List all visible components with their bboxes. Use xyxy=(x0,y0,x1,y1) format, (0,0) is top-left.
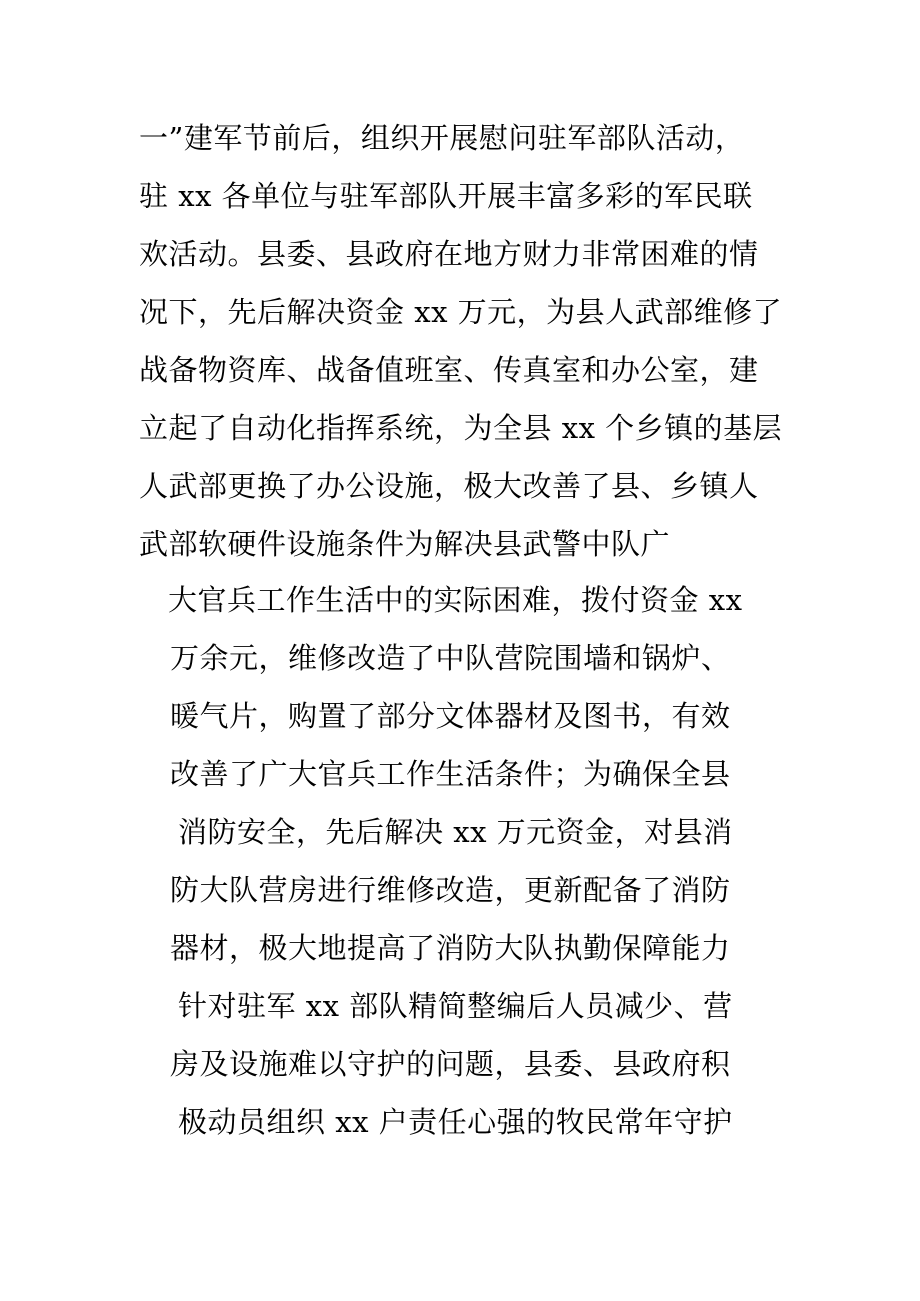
text-line: 万余元，维修改造了中队营院围墙和锅炉、 xyxy=(170,641,731,675)
text-line: 欢活动。县委、县政府在地方财力非常困难的情 xyxy=(139,237,759,271)
text-line: 大官兵工作生活中的实际困难，拨付资金 xx xyxy=(168,583,743,617)
text-line: 针对驻军 xx 部队精简整编后人员减少、营 xyxy=(178,989,733,1023)
text-line: 况下，先后解决资金 xx 万元，为县人武部维修了 xyxy=(139,295,783,329)
text-line: 一”建军节前后，组织开展慰问驻军部队活动， xyxy=(139,121,745,155)
text-line: 战备物资库、战备值班室、传真室和办公室，建 xyxy=(139,353,759,387)
text-line: 驻 xx 各单位与驻军部队开展丰富多彩的军民联 xyxy=(139,179,753,213)
text-line: 房及设施难以守护的问题，县委、县政府积 xyxy=(170,1047,731,1081)
text-line: 人武部更换了办公设施，极大改善了县、乡镇人 xyxy=(139,469,759,503)
text-line: 立起了自动化指挥系统，为全县 xx 个乡镇的基层 xyxy=(139,411,783,445)
text-line: 改善了广大官兵工作生活条件；为确保全县 xyxy=(170,757,731,791)
text-line: 消防安全，先后解决 xx 万元资金，对县消 xyxy=(178,815,733,849)
text-line: 防大队营房进行维修改造，更新配备了消防 xyxy=(170,873,731,907)
text-line: 器材，极大地提高了消防大队执勤保障能力 xyxy=(170,931,731,965)
text-line: 暖气片，购置了部分文体器材及图书，有效 xyxy=(170,699,731,733)
text-line: 极动员组织 xx 户责任心强的牧民常年守护 xyxy=(178,1105,733,1139)
text-line: 武部软硬件设施条件为解决县武警中队广 xyxy=(139,527,671,561)
